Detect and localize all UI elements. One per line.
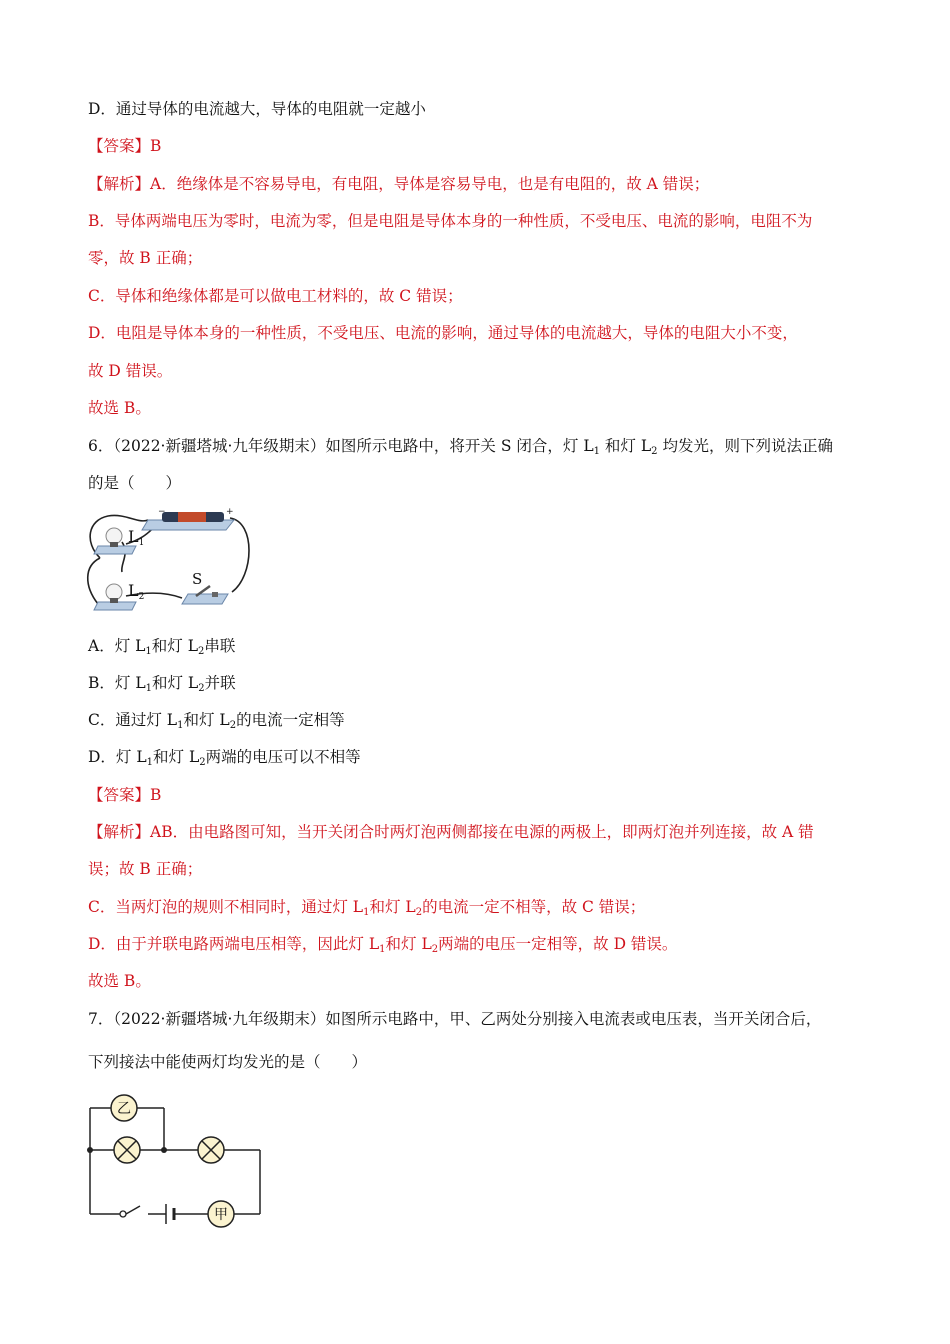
q5-explanation-b-cont: 零，故 B 正确； <box>88 249 203 267</box>
junction-left <box>87 1147 93 1153</box>
q5-answer: 【答案】B <box>88 137 162 155</box>
q6-option-d: D．灯 $L_1$和灯 $L_2$两端的电压可以不相等 <box>88 748 361 768</box>
lamp-l2-base <box>94 602 136 610</box>
q6-stem-cont: 的是（ ） <box>88 474 182 492</box>
q6-answer: 【答案】B <box>88 786 162 804</box>
q5-explanation-d: D．电阻是导体本身的一种性质，不受电压、电流的影响，通过导体的电流越大，导体的电阻大小不变， <box>88 324 798 342</box>
q6-explanation-ab-cont: 误；故 B 正确； <box>88 860 203 878</box>
q6-explanation-c: C．当两灯泡的规则不相同时，通过灯 $L_1$和灯 $L_2$的电流一定不相等，故 C 错误； <box>88 898 646 918</box>
q6-option-c: C．通过灯 $L_1$和灯 $L_2$的电流一定相等 <box>88 711 345 731</box>
q5-conclusion: 故选 B。 <box>88 399 151 417</box>
q7-stem: 7．（2022·新疆塔城·九年级期末）如图所示电路中，甲、乙两处分别接入电流表或电压表，当开关闭合后， <box>88 1010 822 1028</box>
meter-jia-label: 甲 <box>214 1207 228 1223</box>
switch-base <box>182 594 228 604</box>
lamp-l2-bulb <box>106 584 122 600</box>
q6-option-a: A．灯 $L_1$和灯 $L_2$串联 <box>88 637 236 657</box>
q6-explanation-d: D．由于并联电路两端电压相等，因此灯 $L_1$和灯 $L_2$两端的电压一定相等，故 D 错误。 <box>88 935 678 955</box>
q5-explanation-d-cont: 故 D 错误。 <box>88 362 173 380</box>
q6-stem: 6．（2022·新疆塔城·九年级期末）如图所示电路中，将开关 S 闭合，灯 $L_1$ 和灯 $L_2$ 均发光，则下列说法正确 <box>88 437 833 457</box>
battery-plus-label: + <box>226 507 234 517</box>
q6-option-b: B．灯 $L_1$和灯 $L_2$并联 <box>88 674 236 694</box>
q5-explanation-a: 【解析】A．绝缘体是不容易导电，有电阻，导体是容易导电，也是有电阻的，故 A 错误； <box>88 175 710 193</box>
q6-circuit-figure <box>86 506 252 618</box>
lamp-l1-label: L1 <box>128 527 145 548</box>
lamp-l2-label: L2 <box>128 581 145 602</box>
switch-pivot <box>120 1211 126 1217</box>
q7-lamp-2-icon <box>198 1137 224 1163</box>
meter-yi-label: 乙 <box>117 1101 131 1117</box>
wire-right <box>230 518 249 592</box>
wire-left-lower <box>88 558 100 604</box>
q5-explanation-c: C．导体和绝缘体都是可以做电工材料的，故 C 错误； <box>88 287 463 305</box>
switch-label: S <box>192 570 203 588</box>
q5-explanation-b: B．导体两端电压为零时，电流为零，但是电阻是导体本身的一种性质，不受电压、电流的影响，电阻不为 <box>88 212 813 230</box>
q7-circuit-figure <box>84 1094 266 1228</box>
q6-explanation-ab: 【解析】AB．由电路图可知，当开关闭合时两灯泡两侧都接在电源的两极上，即两灯泡并列连接，故 A 错 <box>88 823 814 841</box>
lamp-l1-bulb <box>106 528 122 544</box>
q6-conclusion: 故选 B。 <box>88 972 151 990</box>
junction-middle <box>161 1147 167 1153</box>
q7-stem-cont: 下列接法中能使两灯均发光的是（ ） <box>88 1053 368 1071</box>
battery-cell <box>178 512 206 522</box>
q5-option-d: D．通过导体的电流越大，导体的电阻就一定越小 <box>88 100 426 118</box>
lamp-l1-base <box>94 546 136 554</box>
q7-lamp-1-icon <box>114 1137 140 1163</box>
battery-minus-label: − <box>158 507 166 517</box>
